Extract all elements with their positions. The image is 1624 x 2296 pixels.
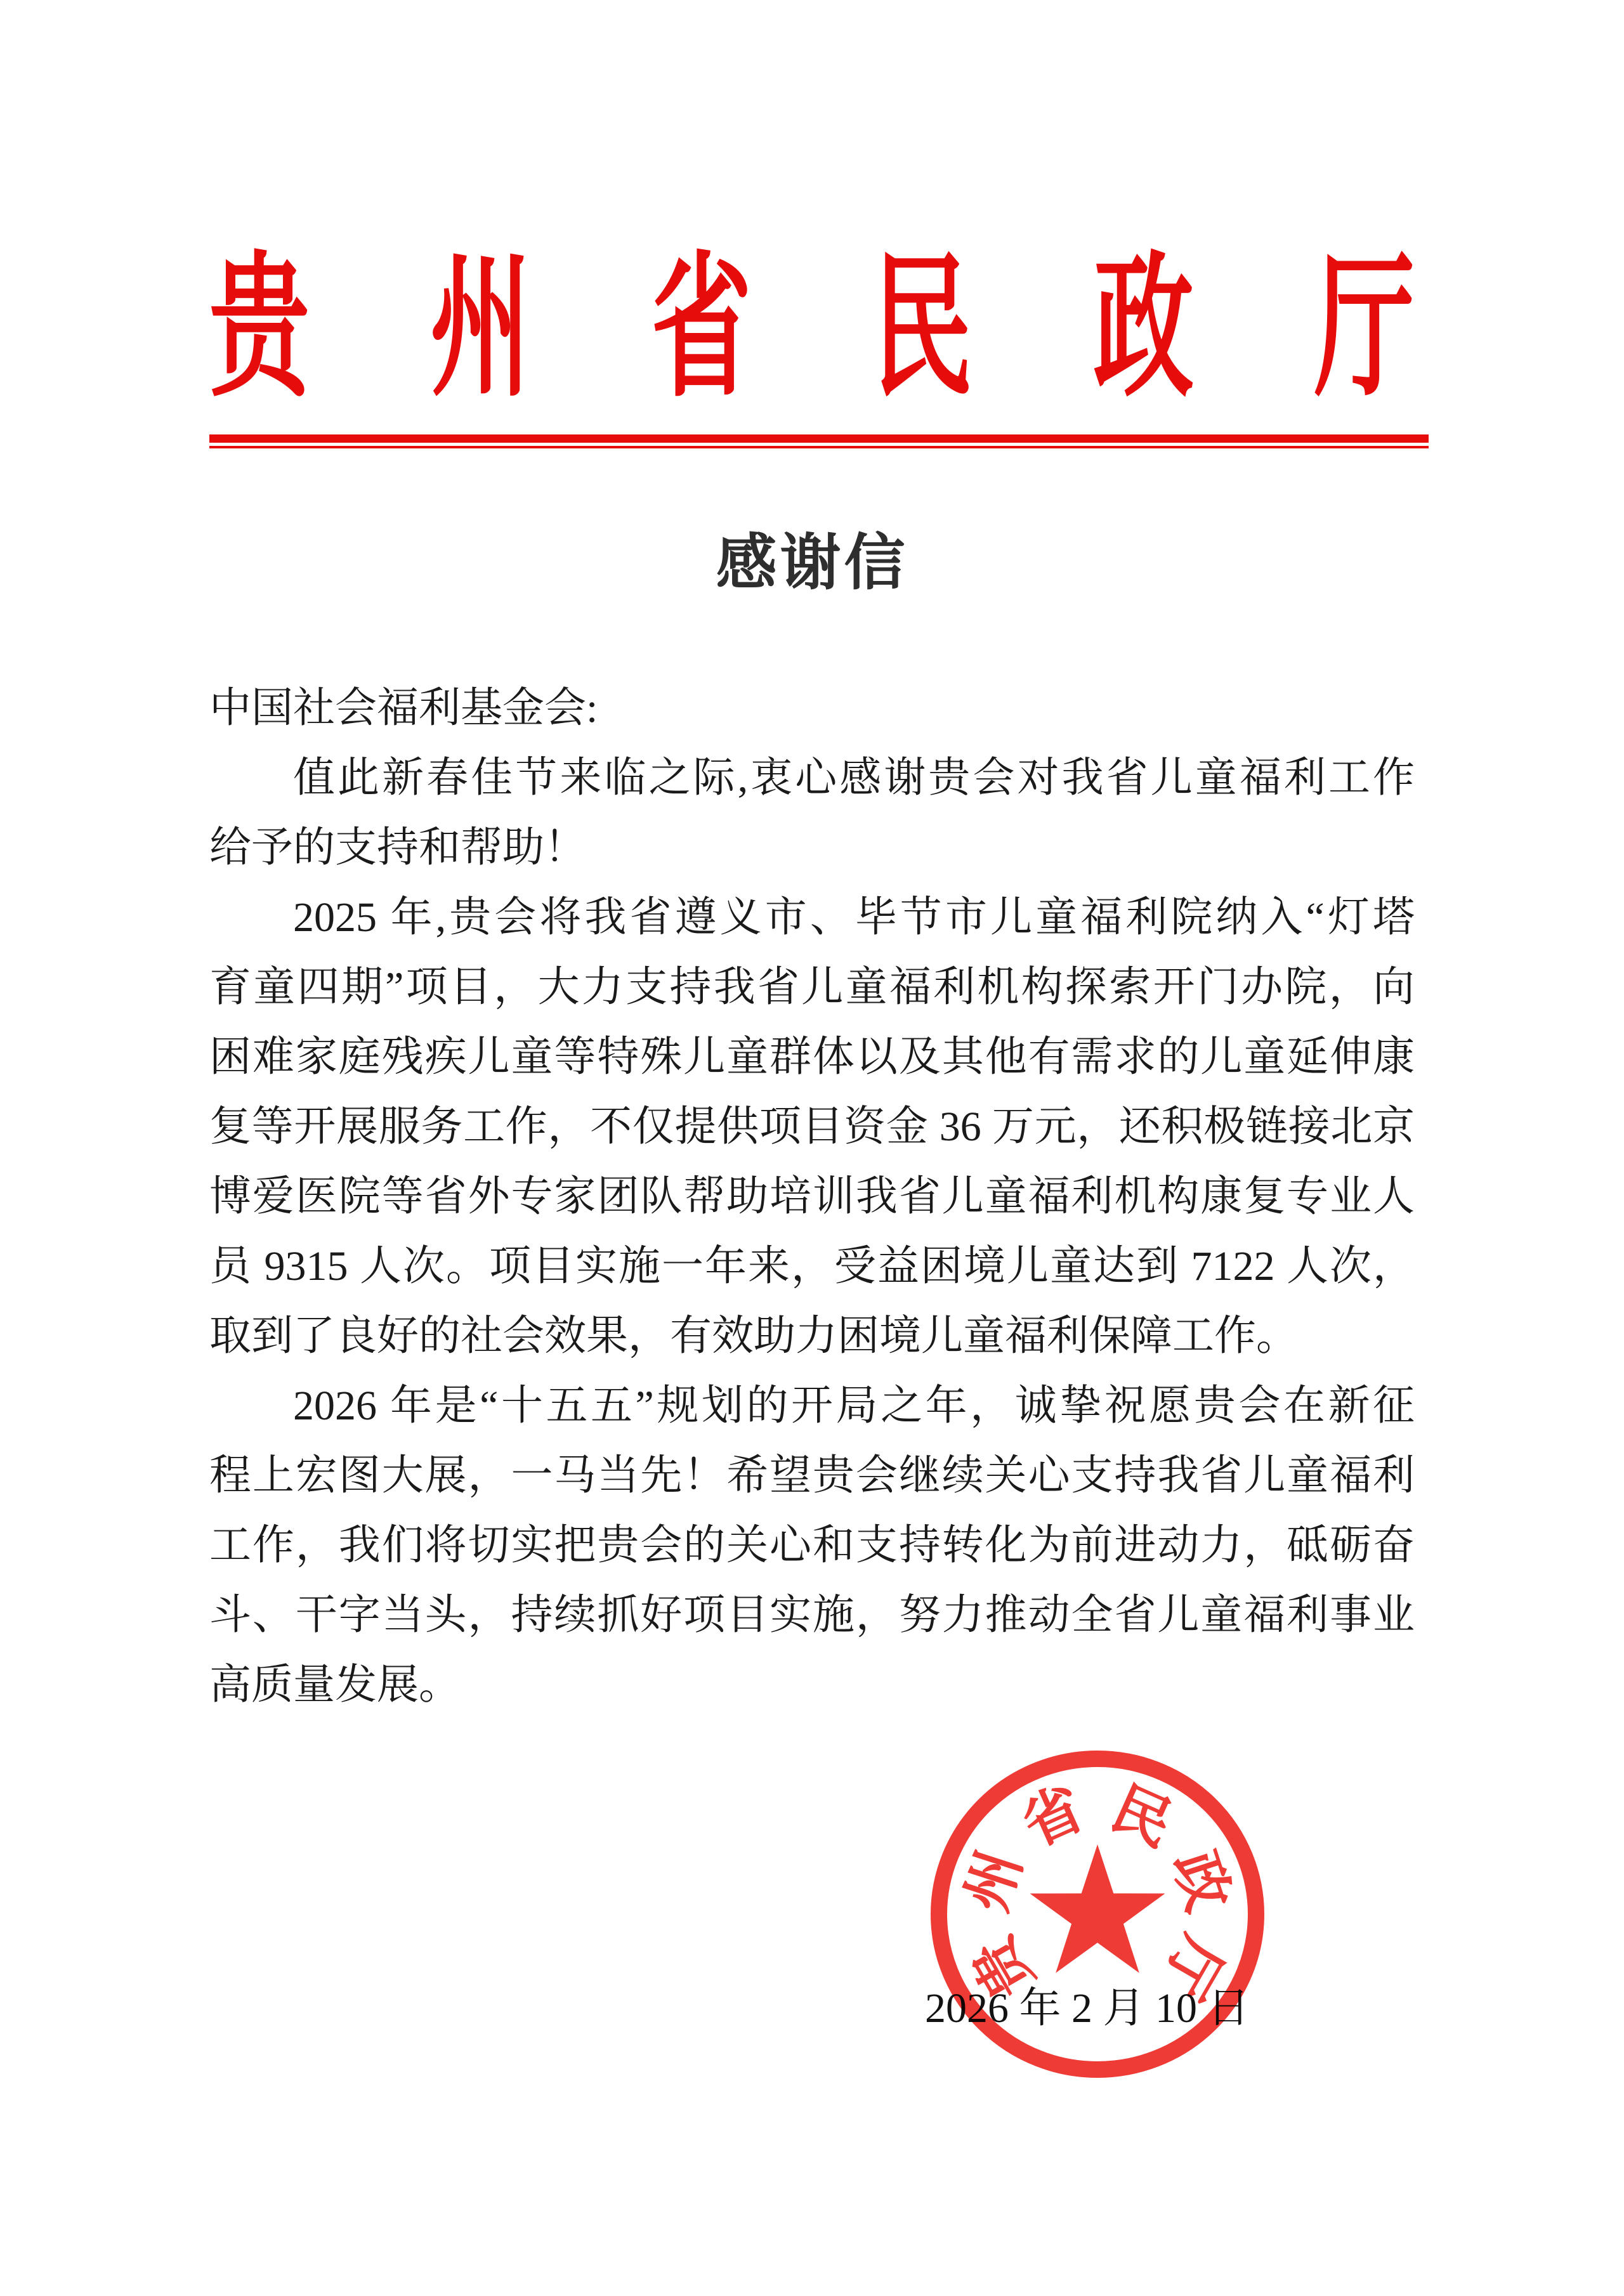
body-line: 2026 年是“十五五”规划的开局之年，诚挚祝愿贵会在新征 [293, 1383, 1415, 1429]
body-line: 值此新春佳节来临之际,衷心感谢贵会对我省儿童福利工作 [293, 755, 1415, 801]
letterhead-char: 厅 [1314, 244, 1415, 416]
letterhead-char: 贵 [209, 244, 310, 416]
date-line: 2026 年 2 月 10 日 [925, 1985, 1250, 2032]
body-line: 2025 年,贵会将我省遵义市、毕节市儿童福利院纳入“灯塔 [293, 894, 1415, 941]
body-line: 程上宏图大展，一马当先！希望贵会继续关心支持我省儿童福利 [209, 1452, 1415, 1499]
letterhead-char: 民 [872, 244, 973, 416]
seal-char: 政 [1161, 1843, 1241, 1919]
seal-char: 州 [953, 1843, 1034, 1919]
seal-char: 厅 [1149, 1926, 1235, 2009]
body-line: 博爱医院等省外专家团队帮助培训我省儿童福利机构康复专业人 [209, 1173, 1415, 1220]
letterhead-title [209, 244, 1415, 416]
body-line: 复等开展服务工作，不仅提供项目资金 36 万元，还积极链接北京 [209, 1104, 1415, 1150]
body-line: 给予的支持和帮助！ [209, 825, 586, 871]
body-line: 员 9315 人次。项目实施一年来，受益困境儿童达到 7122 人次， [209, 1243, 1415, 1289]
seal-char: 民 [1102, 1775, 1182, 1858]
body-line: 工作，我们将切实把贵会的关心和支持转化为前进动力，砥砺奋 [209, 1522, 1415, 1569]
header-rule-thick [209, 434, 1429, 443]
official-seal [920, 1743, 1275, 2085]
body-line: 斗、干字当头，持续抓好项目实施，努力推动全省儿童福利事业 [209, 1592, 1415, 1638]
body-line: 高质量发展。 [209, 1662, 461, 1708]
letter-body [209, 674, 1415, 1720]
letterhead-char: 省 [651, 244, 752, 416]
header-rule-thin [209, 446, 1429, 448]
seal-char: 贵 [960, 1926, 1046, 2009]
body-line: 取到了良好的社会效果，有效助力困境儿童福利保障工作。 [209, 1313, 1298, 1359]
seal-char: 省 [1013, 1775, 1093, 1858]
body-line: 中国社会福利基金会: [209, 685, 598, 731]
letterhead-char: 政 [1093, 244, 1194, 416]
body-line: 育童四期”项目，大力支持我省儿童福利机构探索开门办院，向 [209, 964, 1415, 1010]
body-line: 困难家庭残疾儿童等特殊儿童群体以及其他有需求的儿童延伸康 [209, 1034, 1415, 1080]
document-title: 感谢信 [716, 529, 908, 597]
letterhead-char: 州 [430, 244, 531, 416]
star-icon [1030, 1844, 1165, 1973]
